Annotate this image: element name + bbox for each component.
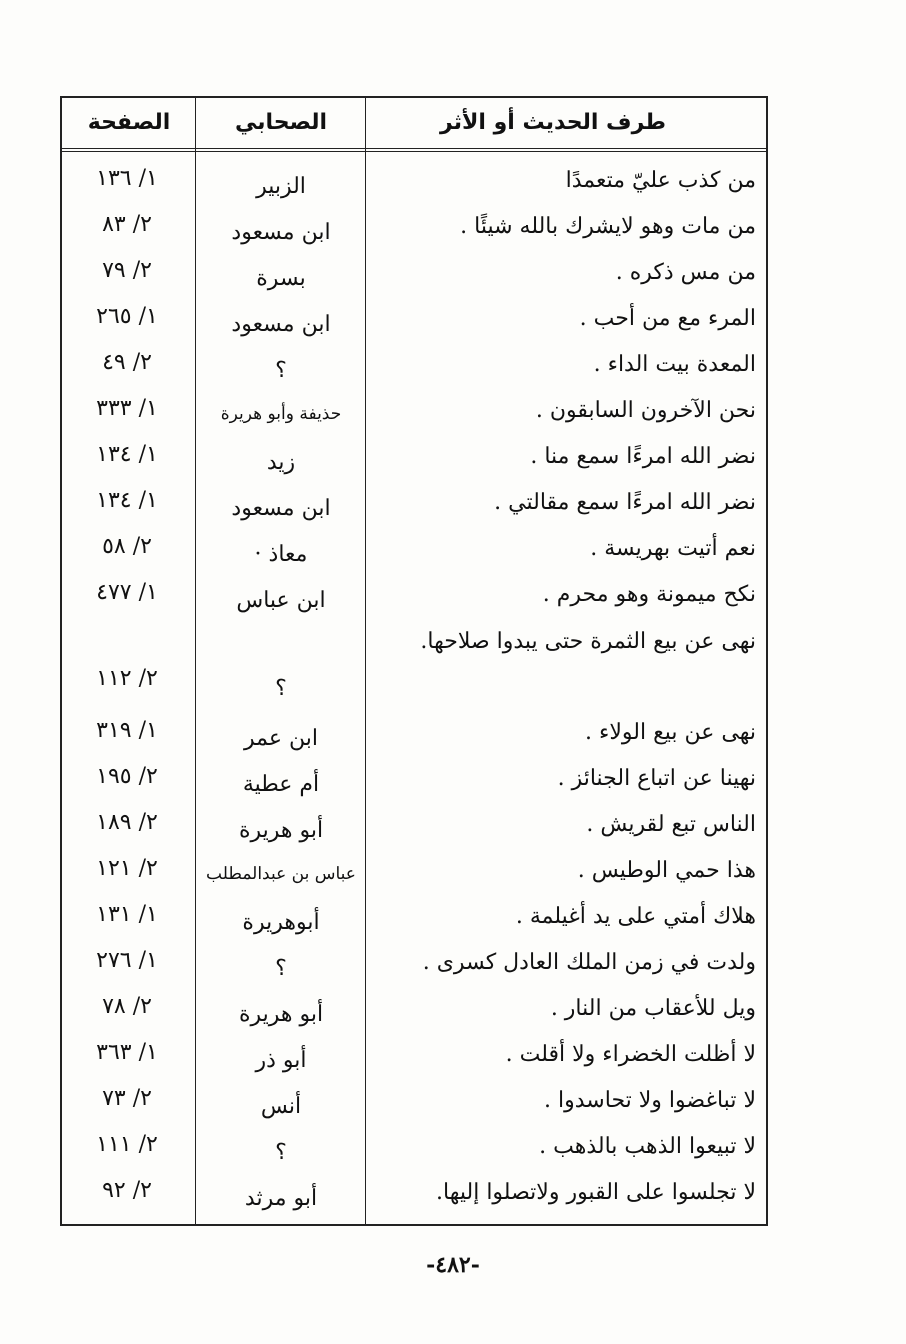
table-row: [62, 296, 766, 342]
sahabi-name: زيد: [266, 450, 296, 475]
sahabi-name: أبو ذر: [255, 1048, 307, 1073]
page-number: -٤٨٢-: [426, 1252, 480, 1278]
page-reference: ٢/ ١٩٥: [96, 764, 158, 789]
table-row: [62, 204, 766, 250]
page-reference: ١/ ١٣٦: [96, 166, 158, 191]
hadith-text: نهى عن بيع الثمرة حتى يبدوا صلاحها.: [420, 629, 756, 654]
header-page: الصفحة: [87, 110, 171, 135]
page-reference: ٢/ ٨٣: [102, 212, 152, 237]
hadith-text: من كذب عليّ متعمدًا: [565, 168, 756, 193]
sahabi-name: ابن مسعود: [231, 220, 331, 245]
table-row: [62, 710, 766, 756]
hadith-text: لا أظلت الخضراء ولا أقلت .: [505, 1042, 756, 1067]
page-reference: ٢/ ١٢١: [96, 856, 158, 881]
hadith-text: لا تبيعوا الذهب بالذهب .: [539, 1134, 756, 1159]
header-hadith: طرف الحديث أو الأثر: [440, 110, 666, 135]
table-row: [62, 756, 766, 802]
hadith-text: لا تجلسوا على القبور ولاتصلوا إليها.: [436, 1180, 756, 1205]
sahabi-name: ابن عمر: [244, 726, 318, 751]
hadith-text: من مس ذكره .: [615, 260, 756, 285]
sahabi-name: بسرة: [256, 266, 306, 291]
page-reference: ١/ ١٣٤: [96, 488, 158, 513]
table-row: [62, 1032, 766, 1078]
hadith-text: نهينا عن اتباع الجنائز .: [557, 766, 756, 791]
table-row: [62, 480, 766, 526]
table-row: [62, 526, 766, 572]
hadith-text: نعم أتيت بهريسة .: [590, 536, 756, 561]
page-reference: ٢/ ٥٨: [102, 534, 152, 559]
sahabi-name: ابن عباس: [236, 588, 326, 613]
hadith-text: نضر الله امرءًا سمع مقالتي .: [494, 490, 756, 515]
sahabi-name: أبو هريرة: [238, 1002, 324, 1027]
page-reference: ١/ ٣١٩: [96, 718, 158, 743]
table-row: [62, 848, 766, 894]
page-reference: ٢/ ١٨٩: [96, 810, 158, 835]
page-reference: ١/ ٤٧٧: [96, 580, 158, 605]
page-reference: ٢/ ٧٣: [102, 1086, 152, 1111]
page-reference: ٢/ ٩٢: [102, 1178, 152, 1203]
sahabi-name: أبو مرثد: [244, 1186, 318, 1211]
table-row: [62, 894, 766, 940]
sahabi-name: ؟: [275, 956, 287, 981]
hadith-text: نكح ميمونة وهو محرم .: [542, 582, 756, 607]
page-reference: ١/ ٣٦٣: [96, 1040, 158, 1065]
table-row: [62, 342, 766, 388]
sahabi-name: معاذ ·: [254, 542, 308, 567]
page-reference: ٢/ ١١٢: [96, 666, 158, 691]
table-row: [62, 388, 766, 434]
page-reference: ١/ ٢٧٦: [96, 948, 158, 973]
table-row: [62, 940, 766, 986]
table-body: [62, 158, 766, 1216]
page-reference: ١/ ٢٦٥: [96, 304, 158, 329]
page-reference: ١/ ١٣١: [96, 902, 158, 927]
table-header: [62, 98, 766, 149]
sahabi-name: عباس بن عبدالمطلب: [206, 864, 356, 884]
hadith-text: لا تباغضوا ولا تحاسدوا .: [544, 1088, 756, 1113]
table-row: [62, 434, 766, 480]
sahabi-name: ؟: [275, 358, 287, 383]
sahabi-name: أم عطية: [242, 772, 320, 797]
table-row: [62, 1078, 766, 1124]
table-row: [62, 1170, 766, 1216]
page-reference: ٢/ ٧٩: [102, 258, 152, 283]
sahabi-name: أبوهريرة: [242, 910, 320, 935]
hadith-text: هذا حمي الوطيس .: [577, 858, 756, 883]
table-row: [62, 986, 766, 1032]
sahabi-name: ابن مسعود: [231, 496, 331, 521]
sahabi-name: ابن مسعود: [231, 312, 331, 337]
table-row: [62, 158, 766, 204]
header-sahabi: الصحابي: [234, 110, 328, 135]
table-row: [62, 250, 766, 296]
hadith-text: المعدة بيت الداء .: [593, 352, 756, 377]
page-reference: ٢/ ١١١: [96, 1132, 158, 1157]
index-table: [60, 96, 768, 1226]
header-double-rule: [62, 151, 766, 152]
hadith-text: نهى عن بيع الولاء .: [585, 720, 756, 745]
sahabi-name: ؟: [275, 1140, 287, 1165]
table-row: [62, 802, 766, 848]
page-reference: ١/ ٣٣٣: [96, 396, 158, 421]
table-row: [62, 1124, 766, 1170]
hadith-text: نحن الآخرون السابقون .: [535, 398, 756, 423]
hadith-text: المرء مع من أحب .: [579, 306, 756, 331]
hadith-text: الناس تبع لقريش .: [586, 812, 756, 837]
page-reference: ٢/ ٤٩: [102, 350, 152, 375]
page-reference: ١/ ١٣٤: [96, 442, 158, 467]
hadith-text: ولدت في زمن الملك العادل كسرى .: [422, 950, 756, 975]
hadith-text: من مات وهو لايشرك بالله شيئًا .: [460, 214, 756, 239]
table-row: [62, 572, 766, 618]
hadith-text: نضر الله امرءًا سمع منا .: [530, 444, 756, 469]
sahabi-name: أبو هريرة: [238, 818, 324, 843]
hadith-text: هلاك أمتي على يد أغيلمة .: [515, 904, 756, 929]
table-row: [62, 618, 766, 710]
page-reference: ٢/ ٧٨: [102, 994, 152, 1019]
sahabi-name: الزبير: [256, 174, 306, 199]
hadith-text: ويل للأعقاب من النار .: [550, 996, 756, 1021]
sahabi-name: أنس: [260, 1094, 302, 1119]
sahabi-name: حذيفة وأبو هريرة: [220, 404, 342, 424]
sahabi-name: ؟: [275, 676, 287, 701]
